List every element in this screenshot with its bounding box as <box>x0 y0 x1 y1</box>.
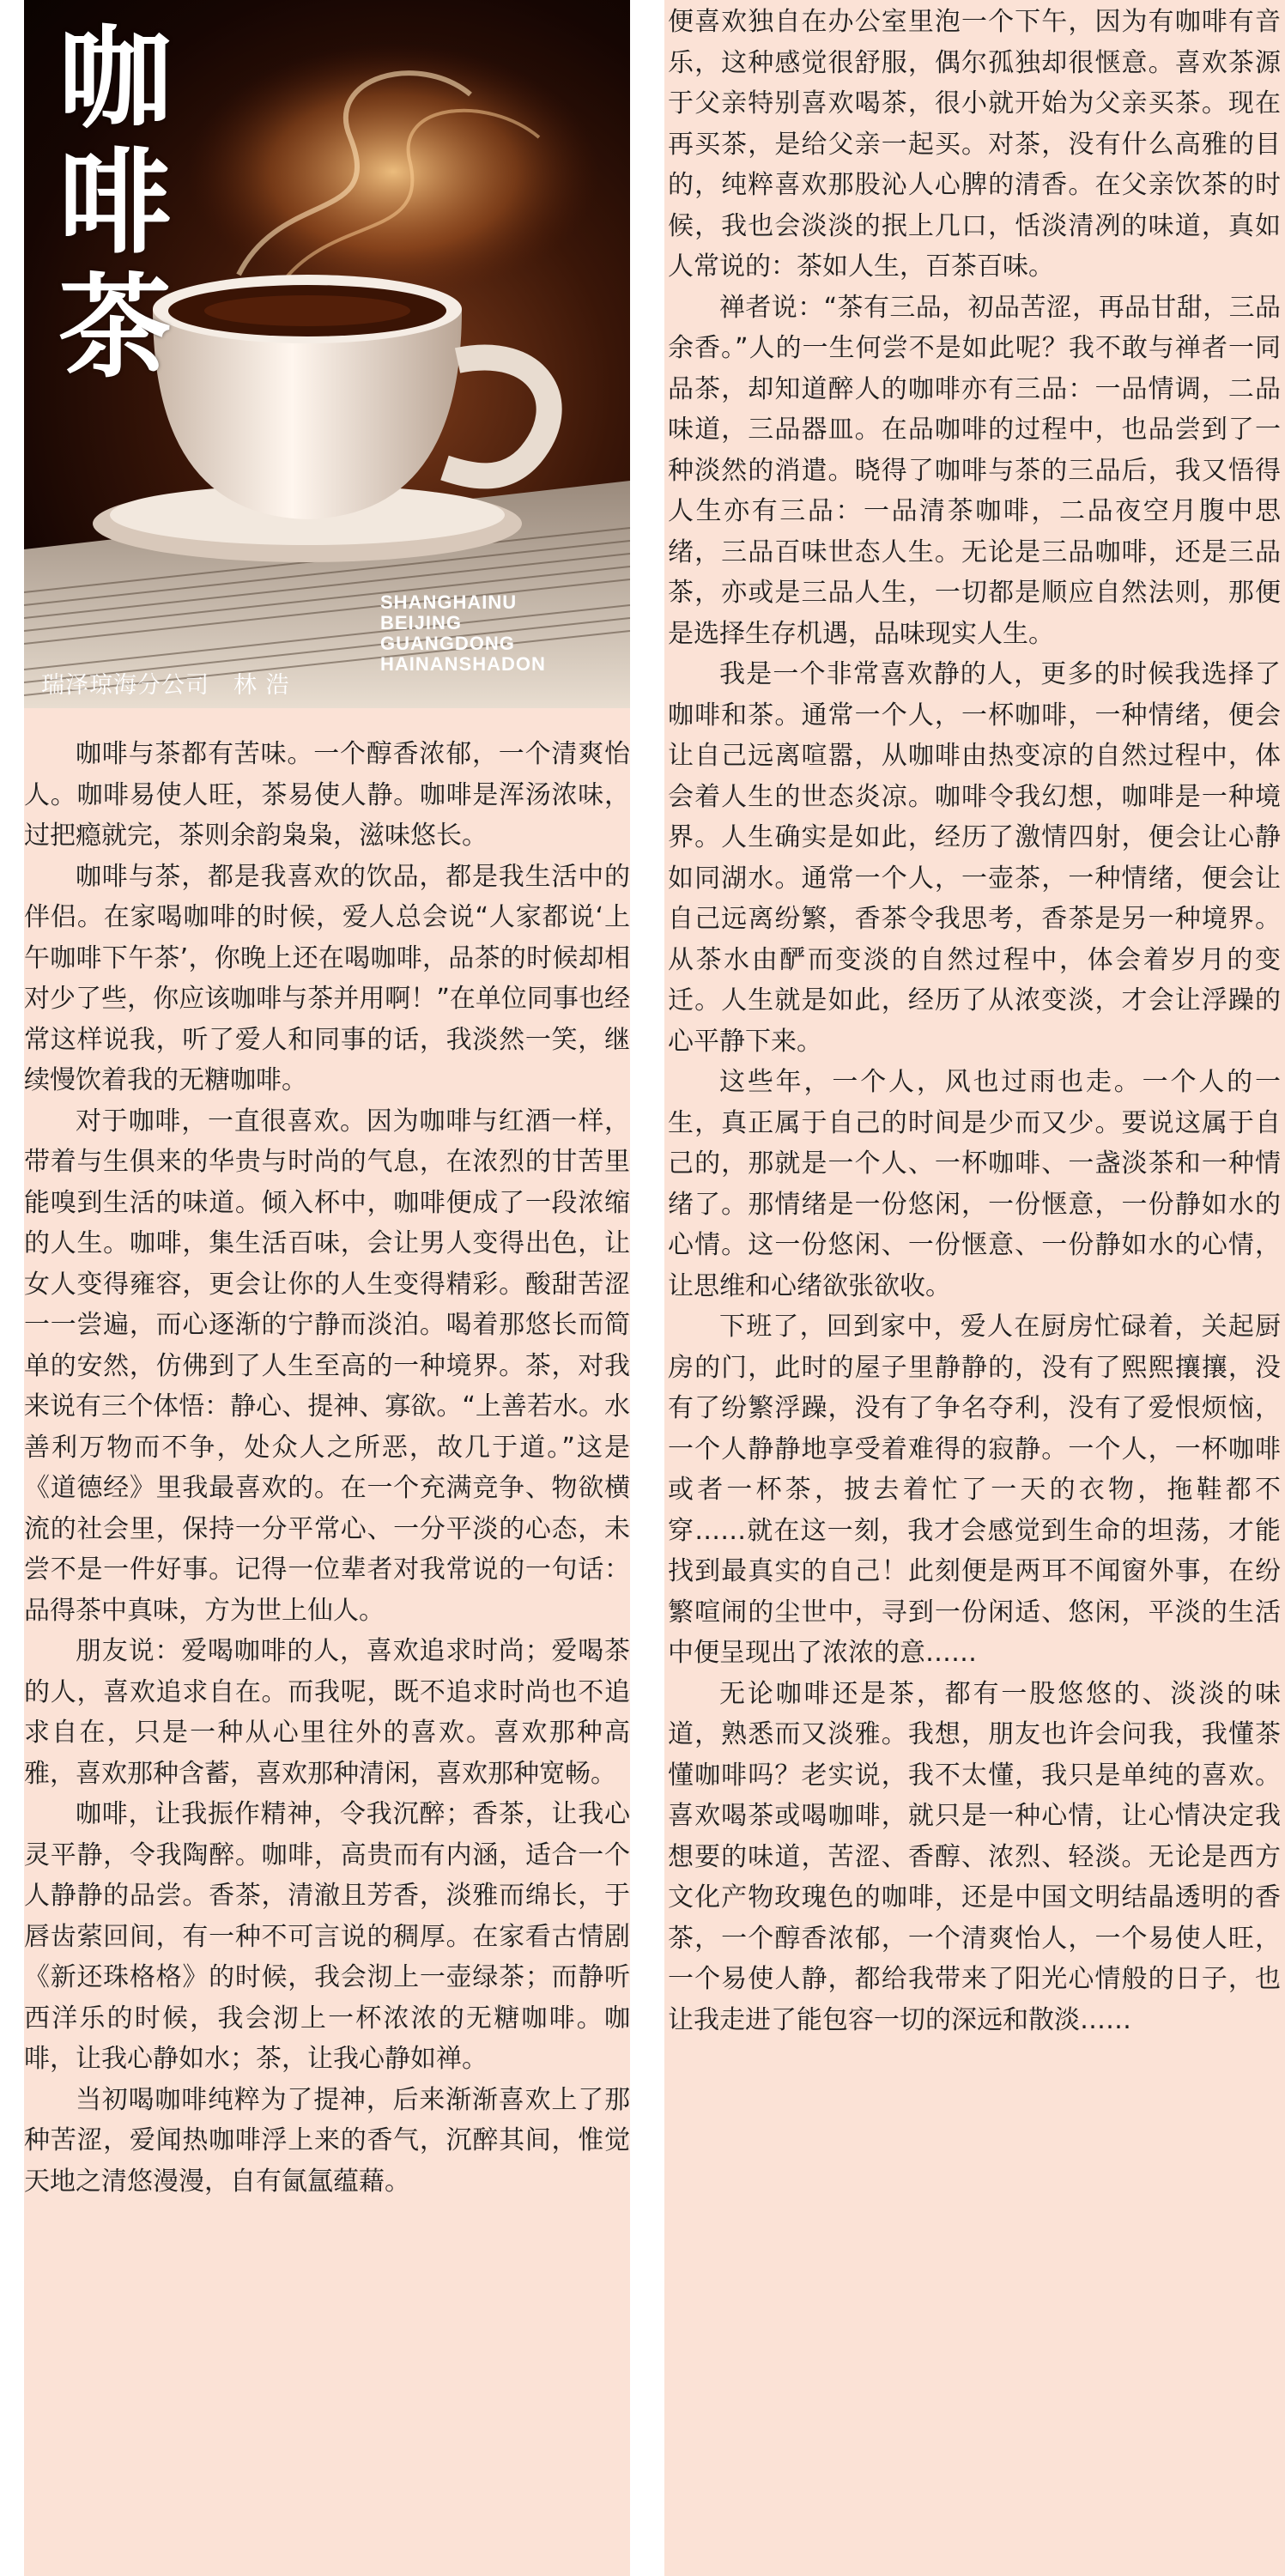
hero-title-char: 咖 <box>58 13 172 145</box>
hero-title-char: 茶 <box>58 262 172 394</box>
city-name: BEIJING <box>380 612 463 633</box>
paragraph: 这些年，一个人，风也过雨也走。一个人的一生，真正属于自己的时间是少而又少。要说这属于自己的，那就是一个人、一杯咖啡、一盏淡茶和一种情绪了。那情绪是一份悠闲，一份惬意，一份静如水的心情。这一份悠闲、一份惬意、一份静如水的心情，让思维和心绪欲张欲收。 <box>668 1067 1281 1301</box>
paragraph: 当初喝咖啡纯粹为了提神，后来渐渐喜欢上了那种苦涩，爱闻热咖啡浮上来的香气，沉醉其间，惟觉天地之清悠漫漫，自有氤氲蕴藉。 <box>24 2084 630 2197</box>
paragraph: 咖啡与茶，都是我喜欢的饮品，都是我生活中的伴侣。在家喝咖啡的时候，爱人总会说“人家都说‘上午咖啡下午茶’，你晚上还在喝咖啡，品茶的时候却相对少了些，你应该咖啡与茶并用啊！”在单位同事也经常这样说我，听了爱人和同事的话，我淡然一笑，继续慢饮着我的无糖咖啡。 <box>24 861 630 1095</box>
paragraph: 咖啡与茶都有苦味。一个醇香浓郁，一个清爽怡人。咖啡易使人旺，茶易使人静。咖啡是浑汤浓味，过把瘾就完，茶则余韵枭枭，滋味悠长。 <box>24 739 630 851</box>
author-byline: 瑞泽琼海分公司 林 浩 <box>41 672 290 699</box>
city-name: HAINANSHADON <box>380 653 546 675</box>
left-column-text <box>24 734 630 2202</box>
paragraph: 无论咖啡还是茶，都有一股悠悠的、淡淡的味道，熟悉而又淡雅。我想，朋友也许会问我，我懂茶懂咖啡吗？老实说，我不太懂，我只是单纯的喜欢。喜欢喝茶或喝咖啡，就只是一种心情，让心情决定我想要的味道，苦涩、香醇、浓烈、轻淡。无论是西方文化产物玫瑰色的咖啡，还是中国文明结晶透明的香茶，一个醇香浓郁，一个清爽怡人，一个易使人旺，一个易使人静，都给我带来了阳光心情般的日子，也让我走进了能包容一切的深远和散淡…… <box>668 1678 1281 2035</box>
paragraph: 禅者说：“茶有三品，初品苦涩，再品甘甜，三品余香。”人的一生何尝不是如此呢？我不敢与禅者一同品茶，却知道醉人的咖啡亦有三品：一品情调，二品味道，三品器皿。在品咖啡的过程中，也品尝到了一种淡然的消遣。晓得了咖啡与茶的三品后，我又悟得人生亦有三品：一品清茶咖啡，二品夜空月腹中思绪，三品百味世态人生。无论是三品咖啡，还是三品茶，亦或是三品人生，一切都是顺应自然法则，那便是选择生存机遇，品味现实人生。 <box>668 292 1281 649</box>
paragraph-continued: 便喜欢独自在办公室里泡一个下午，因为有咖啡有音乐，这种感觉很舒服，偶尔孤独却很惬意。喜欢茶源于父亲特别喜欢喝茶，很小就开始为父亲买茶。现在再买茶，是给父亲一起买。对茶，没有什么高雅的目的，纯粹喜欢那股沁人心脾的清香。在父亲饮茶的时候，我也会淡淡的抿上几口，恬淡清冽的味道，真如人常说的：茶如人生，百茶百味。 <box>668 7 1281 282</box>
paragraph: 我是一个非常喜欢静的人，更多的时候我选择了咖啡和茶。通常一个人，一杯咖啡，一种情绪，便会让自己远离喧嚣，从咖啡由热变凉的自然过程中，体会着人生的世态炎凉。咖啡令我幻想，咖啡是一种境界。人生确实是如此，经历了激情四射，便会让心静如同湖水。通常一个人，一壶茶，一种情绪，便会让自己远离纷繁，香茶令我思考，香茶是另一种境界。从茶水由酽而变淡的自然过程中，体会着岁月的变迁。人生就是如此，经历了从浓变淡，才会让浮躁的心平静下来。 <box>668 659 1281 1057</box>
hero-title <box>58 13 187 394</box>
hero-title-char: 啡 <box>58 137 172 270</box>
paragraph: 朋友说：爱喝咖啡的人，喜欢追求时尚；爱喝茶的人，喜欢追求自在。而我呢，既不追求时尚也不追求自在，只是一种从心里往外的喜欢。喜欢那种高雅，喜欢那种含蓄，喜欢那种清闲，喜欢那种宽畅。 <box>24 1636 630 1789</box>
hero-image <box>24 0 630 708</box>
paragraph: 下班了，回到家中，爱人在厨房忙碌着，关起厨房的门，此时的屋子里静静的，没有了熙熙攘攘，没有了纷繁浮躁，没有了争名夺利，没有了爱恨烦恼，一个人静静地享受着难得的寂静。一个人，一杯咖啡或者一杯茶，披去着忙了一天的衣物，拖鞋都不穿……就在这一刻，我才会感觉到生命的坦荡，才能找到最真实的自己！此刻便是两耳不闻窗外事，在纷繁喧闹的尘世中，寻到一份闲适、悠闲，平淡的生活中便呈现出了浓浓的意…… <box>668 1312 1281 1668</box>
city-list <box>380 592 546 675</box>
right-column-text <box>668 2 1281 2040</box>
city-name: SHANGHAINU <box>380 591 518 613</box>
city-name: GUANGDONG <box>380 633 515 654</box>
paragraph: 对于咖啡，一直很喜欢。因为咖啡与红酒一样，带着与生俱来的华贵与时尚的气息，在浓烈的甘苦里能嗅到生活的味道。倾入杯中，咖啡便成了一段浓缩的人生。咖啡，集生活百味，会让男人变得出色，让女人变得雍容，更会让你的人生变得精彩。酸甜苦涩一一尝遍，而心逐渐的宁静而淡泊。喝着那悠长而简单的安然，仿佛到了人生至高的一种境界。茶，对我来说有三个体悟：静心、提神、寡欲。“上善若水。水善利万物而不争，处众人之所恶，故几于道。”这是《道德经》里我最喜欢的。在一个充满竞争、物欲横流的社会里，保持一分平常心、一分平淡的心态，未尝不是一件好事。记得一位辈者对我常说的一句话：品得茶中真味，方为世上仙人。 <box>24 1106 630 1626</box>
paragraph: 咖啡，让我振作精神，令我沉醉；香茶，让我心灵平静，令我陶醉。咖啡，高贵而有内涵，适合一个人静静的品尝。香茶，清澈且芳香，淡雅而绵长，于唇齿萦回间，有一种不可言说的稠厚。在家看古情剧《新还珠格格》的时候，我会沏上一壶绿茶；而静听西洋乐的时候，我会沏上一杯浓浓的无糖咖啡。咖啡，让我心静如水；茶，让我心静如禅。 <box>24 1799 630 2074</box>
